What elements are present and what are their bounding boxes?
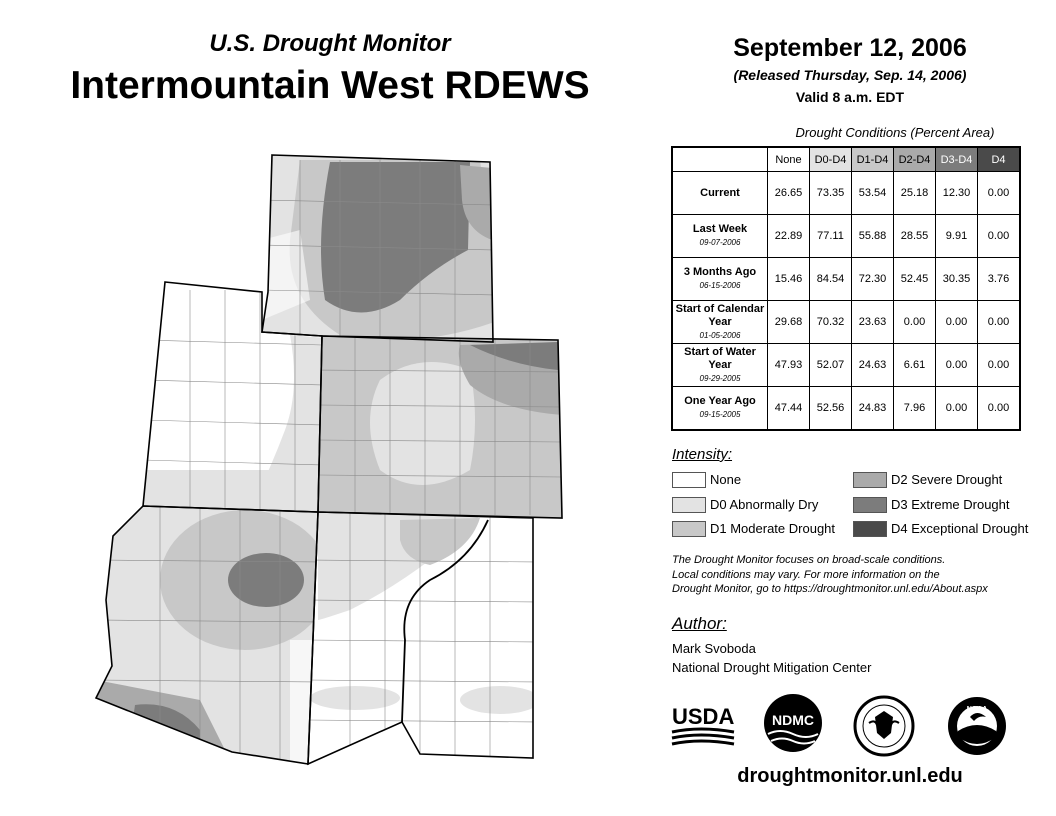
table-cell: 55.88 — [852, 215, 894, 258]
footer-url[interactable]: droughtmonitor.unl.edu — [737, 765, 963, 787]
table-cell: 9.91 — [936, 215, 978, 258]
table-cell: 7.96 — [894, 387, 936, 431]
legend-swatch — [853, 472, 887, 488]
author-organization: National Drought Mitigation Center — [672, 660, 872, 675]
noaa-logo — [946, 695, 1008, 757]
row-label: One Year Ago 09-15-2005 — [672, 387, 768, 431]
svg-text:NDMC: NDMC — [772, 712, 814, 728]
table-cell: 0.00 — [978, 387, 1021, 431]
column-header: D2-D4 — [894, 147, 936, 172]
table-cell: 28.55 — [894, 215, 936, 258]
table-cell: 24.83 — [852, 387, 894, 431]
table-cell: 25.18 — [894, 172, 936, 215]
map-date: September 12, 2006 — [733, 34, 967, 62]
table-cell: 84.54 — [810, 258, 852, 301]
ndmc-logo — [762, 692, 824, 754]
table-row — [672, 344, 1020, 387]
map-subtitle: U.S. Drought Monitor — [209, 30, 451, 57]
release-date: (Released Thursday, Sep. 14, 2006) — [733, 67, 967, 83]
table-cell: 3.76 — [978, 258, 1021, 301]
row-label: Last Week 09-07-2006 — [672, 215, 768, 258]
legend-swatch — [672, 472, 706, 488]
table-cell: 77.11 — [810, 215, 852, 258]
table-cell: 47.44 — [768, 387, 810, 431]
table-cell: 30.35 — [936, 258, 978, 301]
row-label: Start of Water Year 09-29-2005 — [672, 344, 768, 387]
usda-logo — [670, 700, 736, 748]
table-cell: 47.93 — [768, 344, 810, 387]
legend-swatch — [853, 521, 887, 537]
table-caption: Drought Conditions (Percent Area) — [795, 125, 995, 140]
table-row — [672, 387, 1020, 431]
svg-text:NOAA: NOAA — [966, 706, 988, 713]
column-header: D3-D4 — [936, 147, 978, 172]
table-cell: 72.30 — [852, 258, 894, 301]
table-cell: 12.30 — [936, 172, 978, 215]
table-cell: 15.46 — [768, 258, 810, 301]
legend-swatch — [853, 497, 887, 513]
table-cell: 0.00 — [978, 301, 1021, 344]
row-label: 3 Months Ago 06-15-2006 — [672, 258, 768, 301]
table-cell: 0.00 — [936, 301, 978, 344]
column-header: D4 — [978, 147, 1021, 172]
table-cell: 70.32 — [810, 301, 852, 344]
author-heading: Author: — [672, 614, 727, 633]
legend-swatch — [672, 521, 706, 537]
disclaimer-note: The Drought Monitor focuses on broad-scale conditions. Local conditions may vary. For more information on the Drought Monitor, go to https://droughtmonitor.unl.edu/About.aspx — [672, 554, 988, 595]
legend-title: Intensity: — [672, 446, 733, 463]
table-header-row — [672, 147, 1020, 172]
table-cell: 52.56 — [810, 387, 852, 431]
row-label: Current — [672, 172, 768, 215]
table-cell: 0.00 — [936, 387, 978, 431]
table-cell: 0.00 — [894, 301, 936, 344]
legend-swatch — [672, 497, 706, 513]
state-new-mexico — [310, 510, 540, 770]
table-cell: 73.35 — [810, 172, 852, 215]
state-colorado — [318, 336, 568, 526]
table-row — [672, 172, 1020, 215]
row-label: Start of Calendar Year 01-05-2006 — [672, 301, 768, 344]
table-row — [672, 215, 1020, 258]
table-cell: 0.00 — [978, 344, 1021, 387]
svg-text:USDA: USDA — [672, 704, 735, 729]
column-header: D1-D4 — [852, 147, 894, 172]
table-cell: 53.54 — [852, 172, 894, 215]
author-name: Mark Svoboda — [672, 641, 756, 656]
table-cell: 52.07 — [810, 344, 852, 387]
drought-map — [80, 150, 580, 780]
column-header: None — [768, 147, 810, 172]
column-header: D0-D4 — [810, 147, 852, 172]
commerce-seal-icon — [853, 695, 915, 757]
table-cell: 26.65 — [768, 172, 810, 215]
table-cell: 0.00 — [978, 172, 1021, 215]
table-cell: 0.00 — [936, 344, 978, 387]
table-cell: 52.45 — [894, 258, 936, 301]
table-cell: 29.68 — [768, 301, 810, 344]
drought-conditions-table — [671, 146, 1021, 431]
table-cell: 24.63 — [852, 344, 894, 387]
table-cell: 6.61 — [894, 344, 936, 387]
table-corner — [672, 147, 768, 172]
map-title: Intermountain West RDEWS — [70, 64, 590, 107]
table-cell: 0.00 — [978, 215, 1021, 258]
table-cell: 22.89 — [768, 215, 810, 258]
table-cell: 23.63 — [852, 301, 894, 344]
state-arizona — [90, 500, 330, 770]
table-row — [672, 258, 1020, 301]
valid-time: Valid 8 a.m. EDT — [795, 89, 905, 105]
table-row — [672, 301, 1020, 344]
